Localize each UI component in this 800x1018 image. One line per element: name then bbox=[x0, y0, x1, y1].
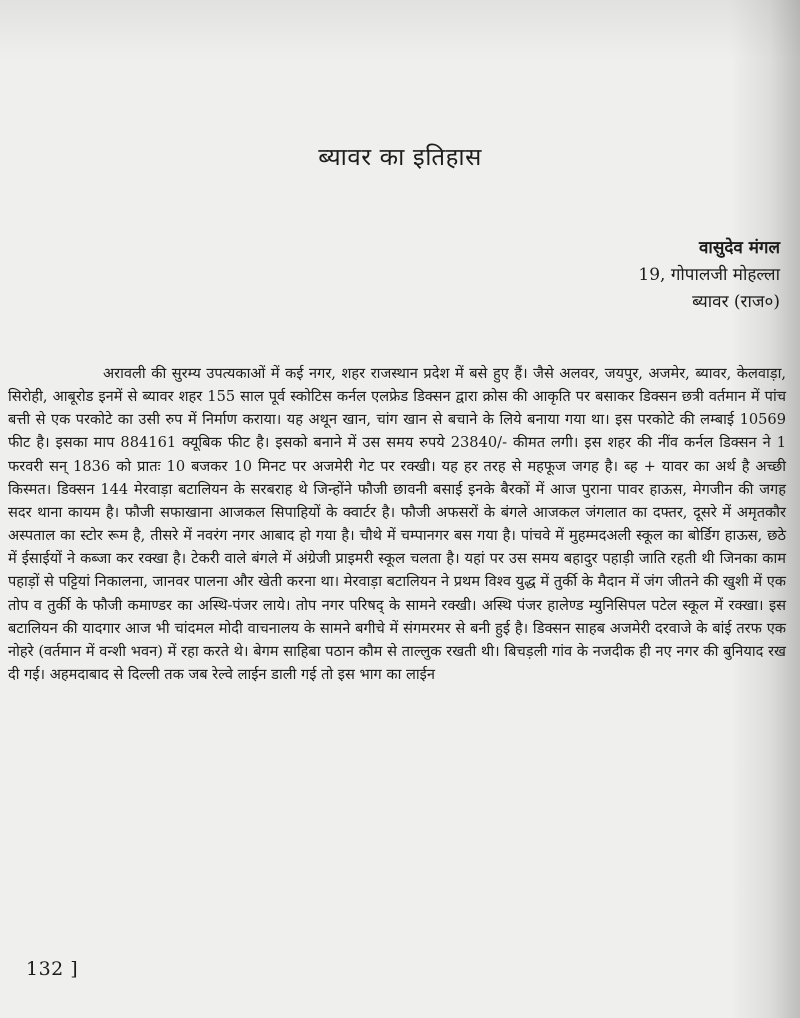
author-block bbox=[638, 235, 780, 316]
author-address-line-2: ब्यावर (राज०) bbox=[692, 292, 780, 312]
document-title: ब्यावर का इतिहास bbox=[318, 143, 482, 171]
author-name: वासुदेव मंगल bbox=[698, 238, 780, 258]
author-address-line-1: 19, गोपालजी मोहल्ला bbox=[638, 265, 780, 285]
body-paragraph: अरावली की सुरम्य उपत्यकाओं में कई नगर, शहर राजस्थान प्रदेश में बसे हुए हैं। जैसे अलवर, जयपुर, अजमेर, ब्यावर, केलवाड़ा, सिरोही, आबूरोड इनमें से ब्यावर शहर 155 साल पूर्व स्कोटिस कर्नल एलफ्रेड डिक्सन द्वारा क्रोस की आकृति पर बसाकर डिक्सन छत्री वर्तमान में पांच बत्ती से एक परकोटे का उसी रुप में निर्माण कराया। यह अथून खान, चांग खान से बचाने के लिये बनाया गया था। इस परकोटे की लम्बाई 10569 फीट है। इसका माप 884161 क्यूबिक फीट है। इसको बनाने में उस समय रुपये 23840/- कीमत लगी। इस शहर की नींव कर्नल डिक्सन ने 1 फरवरी सन् 1836 को प्रातः 10 बजकर 10 मिनट पर अजमेरी गेट पर रक्खी। यह हर तरह से महफूज जगह है। ब्ह + यावर का अर्थ है अच्छी किस्मत। डिक्सन 144 मेरवाड़ा बटालियन के सरबराह थे जिन्होंने फौजी छावनी बसाई इनके बैरकों में आज पुराना पावर हाऊस, मेगजीन की जगह सदर थाना कायम है। फौजी सफाखाना आजकल सिपाहियों के क्वार्टर है। फौजी अफसरों के बंगले आजकल जंगलात का दफ्तर, दूसरे में अमृतकौर अस्पताल का स्टोर रूम है, तीसरे में नवरंग नगर आबाद हो गया है। चौथे में चम्पानगर बस गया है। पांचवे में मुहम्मदअली स्कूल का बोर्डिग हाऊस, छठे में ईसाईयों ने कब्जा कर रक्खा है। टेकरी वाले बंगले में अंग्रेजी प्राइमरी स्कूल चलता है। यहां पर उस समय बहादुर पहाड़ी जाति रहती थी जिनका काम पहाड़ों से पट्टियां निकालना, जानवर पालना और खेती करना था। मेरवाड़ा बटालियन ने प्रथम विश्व युद्ध में तुर्की के मैदान में जंग जीतने की खुशी में एक तोप व तुर्की के फौजी कमाण्डर का अस्थि-पंजर लाये। तोप नगर परिषद् के सामने रक्खी। अस्थि पंजर हालेण्ड म्युनिसिपल पटेल स्कूल में रक्खा। इस बटालियन की यादगार आज भी चांदमल मोदी वाचनालय के सामने बगीचे में संगमरमर से बनी हुई है। डिक्सन साहब अजमेरी दरवाजे के बांई तरफ एक नोहरे (वर्तमान में वन्शी भवन) में रहा करते थे। बेगम साहिबा पठान कौम से ताल्लुक रखती थी। बिचड़ली गांव के नजदीक ही नए नगर की बुनियाद रख दी गई। अहमदाबाद से दिल्ली तक जब रेल्वे लाईन डाली गई तो इस भाग का लाईन bbox=[8, 365, 787, 684]
page-number: 132 ] bbox=[26, 958, 79, 980]
